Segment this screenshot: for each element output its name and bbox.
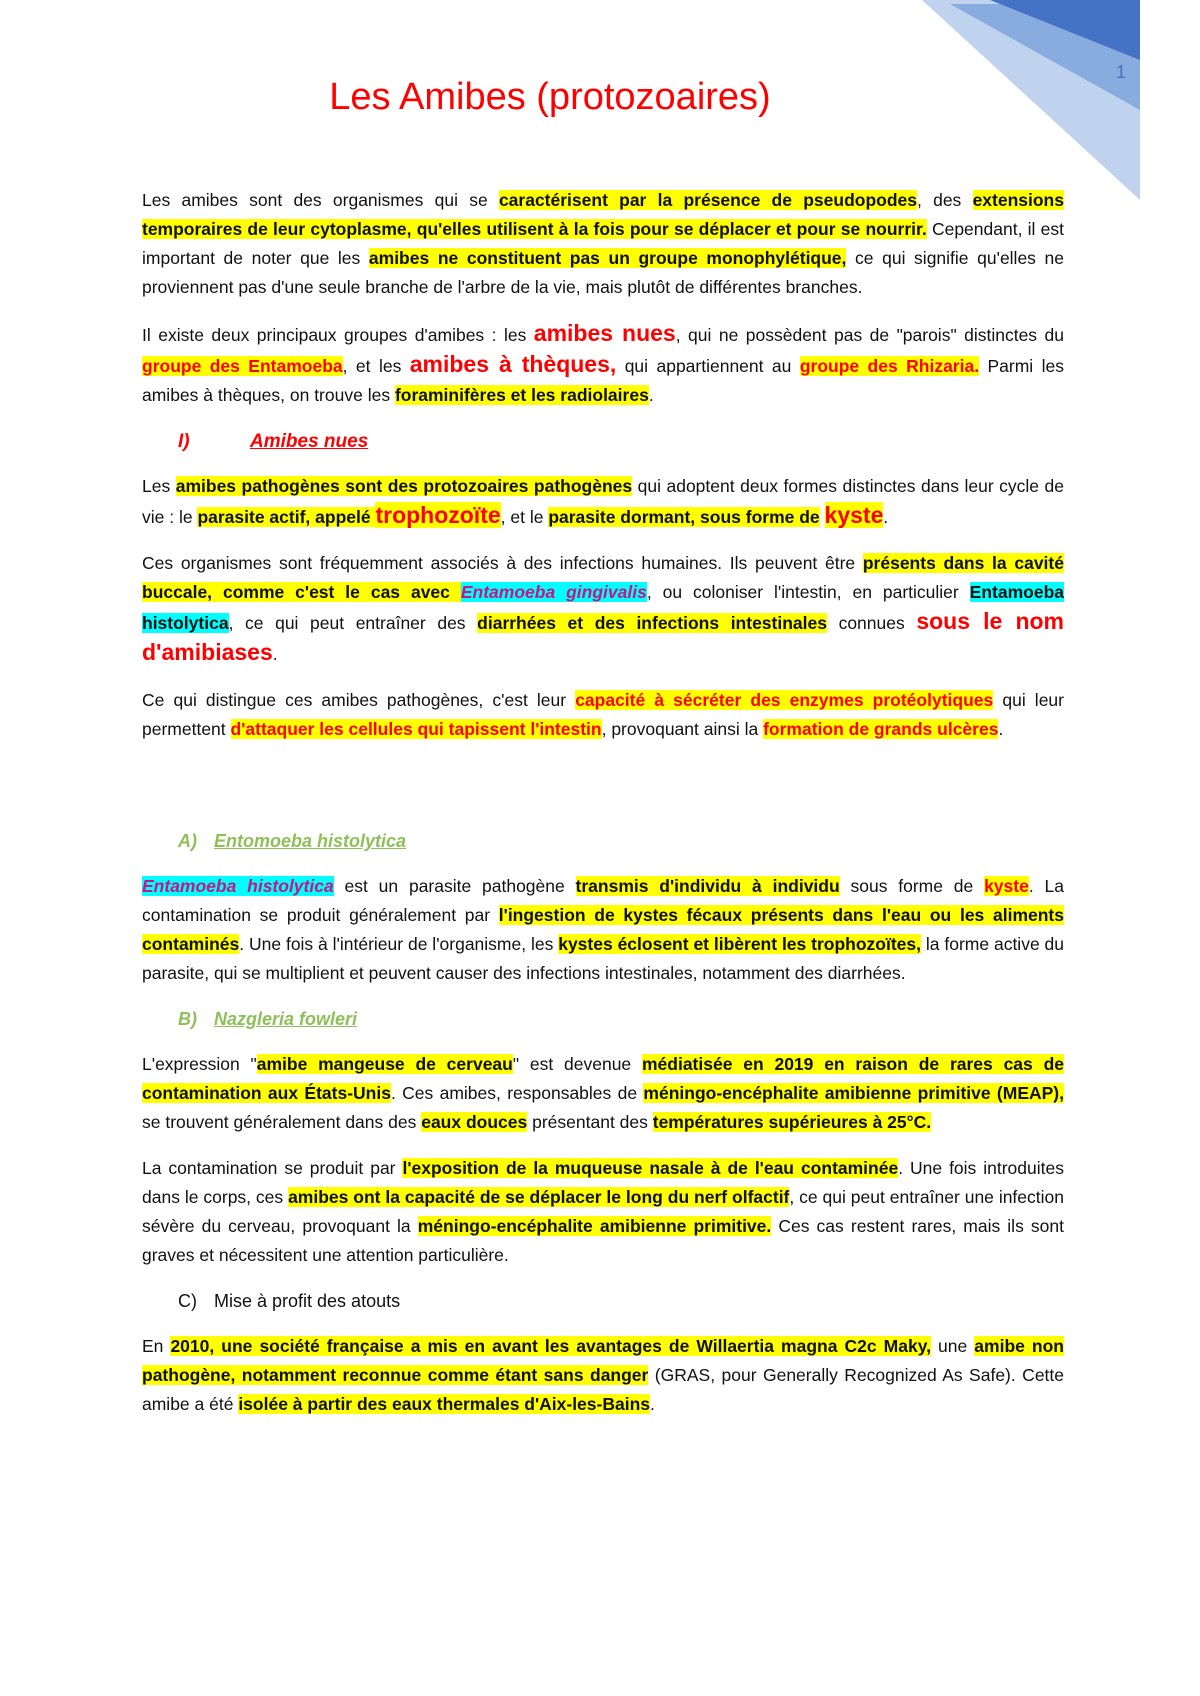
paragraph-enzymes: Ce qui distingue ces amibes pathogènes, c'est leur capacité à sécréter des enzymes protéolytiques qui leur permettent d'attaquer les cellules qui tapissent l'intestin, provoquant ainsi la formation de grands ulcères. — [142, 690, 1064, 739]
section-heading-1: I) Amibes nues — [178, 431, 369, 452]
paragraph-willaertia: En 2010, une société française a mis en avant les avantages de Willaertia magna C2c Maky, une amibe non pathogène, notamment reconnue comme étant sans danger (GRAS, pour Generally Recognized As Safe). Cette amibe a été isolée à partir des eaux thermales d'Aix-les-Bains. — [142, 1336, 1065, 1414]
paragraph-infections: Ces organismes sont fréquemment associés à des infections humaines. Ils peuvent être présents dans la cavité buccale, comme c'est le cas avec Entamoeba gingivalis, ou coloniser l'intestin, en particulier Entamoeba histolytica, ce qui peut entraîner des diarrhées et des infections intestinales connues sous le nom d'amibiases. — [142, 553, 1065, 665]
document-title: Les Amibes (protozoaires) — [329, 76, 771, 118]
section-heading-b: B) Nazgleria fowleri — [178, 1009, 358, 1029]
paragraph-contamination: La contamination se produit par l'exposition de la muqueuse nasale à de l'eau contaminée. Une fois introduites dans le corps, ces amibes ont la capacité de se déplacer le long du nerf olfactif, ce qui peut entraîner une infection sévère du cerveau, provoquant la méningo-encéphalite amibienne primitive. Ces cas restent rares, mais ils sont graves et nécessitent une attention particulière. — [142, 1158, 1064, 1265]
page-number: 1 — [1116, 62, 1127, 82]
spacer — [142, 761, 1064, 821]
section-heading-a: A) Entomoeba histolytica — [178, 831, 407, 851]
paragraph-fowleri: L'expression "amibe mangeuse de cerveau" est devenue médiatisée en 2019 en raison de rares cas de contamination aux États-Unis. Ces amibes, responsables de méningo-encéphalite amibienne primitive (MEAP), se trouvent généralement dans des eaux douces présentant des températures supérieures à 25°C. — [142, 1054, 1065, 1132]
paragraph-pathogenic: Les amibes pathogènes sont des protozoaires pathogènes qui adoptent deux formes distinctes dans leur cycle de vie : le parasite actif, appelé trophozoïte, et le parasite dormant, sous forme de kyste. — [142, 476, 1064, 528]
section-heading-c: C) Mise à profit des atouts — [178, 1291, 401, 1311]
paragraph-groups: Il existe deux principaux groupes d'amibes : les amibes nues, qui ne possèdent pas de "parois" distinctes du groupe des Entamoeba, et les amibes à thèques, qui appartiennent au groupe des Rhizaria. Parmi les amibes à thèques, on trouve les foraminifères et les radiolaires. — [142, 320, 1064, 405]
document-body — [142, 186, 1064, 1436]
paragraph-intro: Les amibes sont des organismes qui se caractérisent par la présence de pseudopodes, des extensions temporaires de leur cytoplasme, qu'elles utilisent à la fois pour se déplacer et pour se nourrir. Cependant, il est important de noter que les amibes ne constituent pas un groupe monophylétique, ce qui signifie qu'elles ne proviennent pas d'une seule branche de l'arbre de la vie, mais plutôt de différentes branches. — [142, 190, 1065, 297]
paragraph-histolytica: Entamoeba histolytica est un parasite pathogène transmis d'individu à individu sous forme de kyste. La contamination se produit généralement par l'ingestion de kystes fécaux présents dans l'eau ou les aliments contaminés. Une fois à l'intérieur de l'organisme, les kystes éclosent et libèrent les trophozoïtes, la forme active du parasite, qui se multiplient et peuvent causer des infections intestinales, notamment des diarrhées. — [142, 876, 1065, 983]
